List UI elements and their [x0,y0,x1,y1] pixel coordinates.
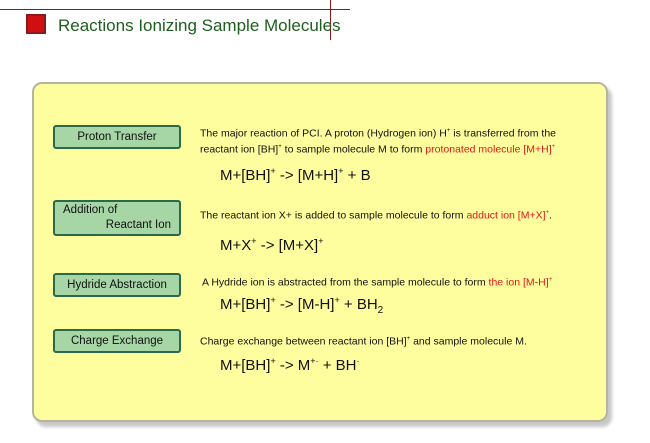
equation-part: M+[BH] [220,357,271,374]
equation-part: M+[BH] [220,296,271,313]
desc-text: The reactant ion X+ is added to sample molecule to form [200,209,467,222]
addition-reactant-ion-label[interactable] [53,200,181,236]
equation-superscript: + [270,295,276,305]
desc-text: Charge exchange between reactant ion [BH] [200,335,407,348]
highlighted-product: adduct ion [M+X] [466,209,546,222]
proton-transfer-description [200,125,590,156]
equation-superscript: + [270,356,276,366]
desc-text: . [549,209,552,222]
equation-part: + BH [339,296,378,313]
hydride-abstraction-label[interactable] [53,273,181,297]
addition-description [200,207,590,223]
hydride-abstraction-label-text: Hydride Abstraction [67,279,167,291]
highlighted-product: the ion [M-H] [488,276,549,289]
equation-part: + B [343,167,371,184]
equation-subscript: 2 [377,305,384,316]
desc-superscript: + [278,143,282,150]
highlighted-superscript: + [545,210,550,216]
highlighted-product: protonated molecule [M+H] [425,143,552,155]
proton-transfer-label[interactable] [53,125,181,149]
equation-part: + BH [318,357,357,374]
charge-exchange-description [200,333,590,349]
equation-superscript: + [334,295,340,305]
desc-text: is transferred from the reactant ion [BH] [200,127,557,155]
equation-part: -> [M+H] [275,167,339,184]
desc-superscript: + [406,336,411,342]
charge-exchange-label[interactable] [53,329,181,353]
desc-text: and sample molecule M. [410,335,527,348]
charge-exchange-label-text: Charge Exchange [70,335,164,347]
desc-text: A Hydride ion is abstracted from the sample molecule to form [202,276,489,289]
equation-superscript: · [356,356,360,366]
proton-transfer-label-text: Proton Transfer [77,131,157,143]
equation-superscript: + [270,166,276,176]
addition-equation [220,236,323,254]
equation-superscript: + [338,166,344,176]
hydride-description [202,274,592,290]
equation-part: -> [M-H] [275,296,335,313]
equation-part: -> [M+X] [256,237,319,254]
equation-superscript: + [318,236,324,246]
desc-text: The major reaction of PCI. A proton (Hydrogen ion) H [200,127,447,140]
page-title: Reactions Ionizing Sample Molecules [58,16,341,35]
equation-superscript: +· [310,356,319,366]
highlighted-superscript: + [551,143,556,150]
title-bullet-square [26,14,46,34]
hydride-equation [220,295,383,316]
header-rule-horizontal [0,9,350,10]
proton-transfer-equation [220,166,371,184]
addition-label-line2: Reactant Ion [105,219,171,231]
reactions-panel [32,82,608,422]
highlighted-superscript: + [548,277,553,283]
desc-text: to sample molecule M to form [281,143,426,155]
addition-label-line1: Addition of [63,204,118,216]
charge-exchange-equation [220,356,360,374]
equation-part: M+[BH] [220,167,271,184]
equation-superscript: + [251,236,257,246]
equation-part: M+X [220,237,252,254]
desc-superscript: + [446,128,451,134]
equation-part: -> M [275,357,311,374]
